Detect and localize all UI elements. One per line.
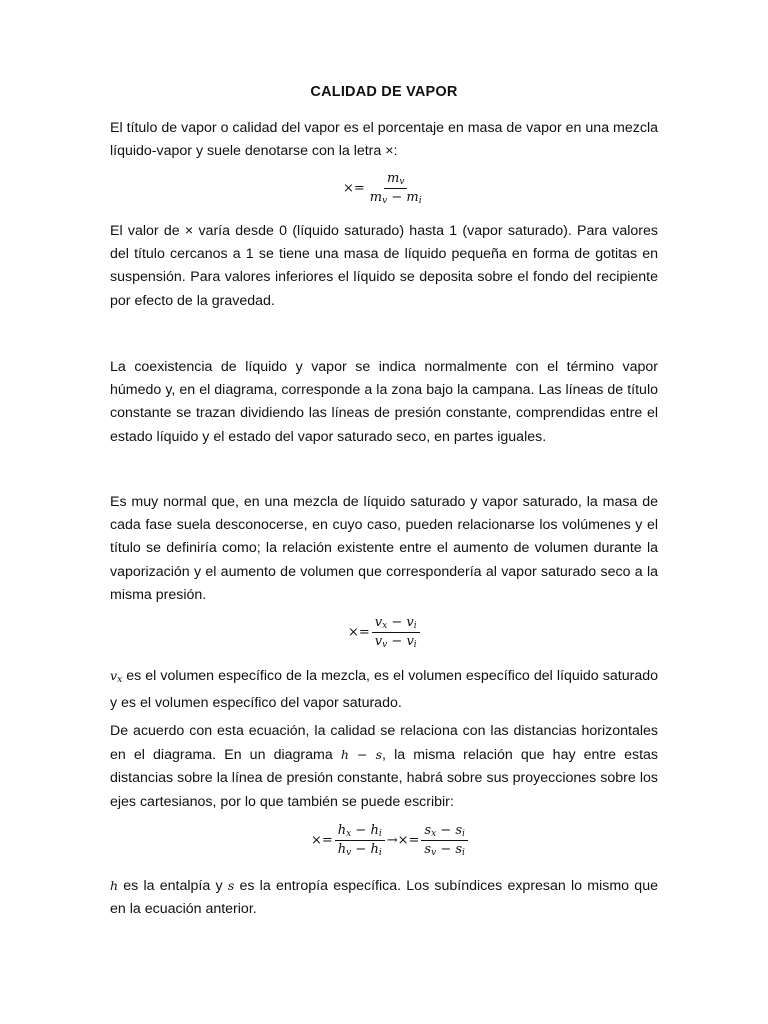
math-expression: h − s <box>340 747 383 763</box>
equation-lhs: ×= <box>343 181 365 196</box>
paragraph-diagram-relation <box>110 720 658 814</box>
fraction-numerator: $h_x - h_i$ <box>335 823 385 841</box>
fraction-numerator: $m_v$ <box>384 171 407 189</box>
equation-mass-quality <box>343 171 427 206</box>
paragraph-text: es la entalpía y <box>118 878 228 894</box>
paragraph-volume-relation: Es muy normal que, en una mezcla de líquido saturado y vapor saturado, la masa de cada fase suela desconocerse, en cuyo caso, pueden relacionarse los volúmenes y el título se definiría como; la relación existente entre el aumento de volumen durante la vaporización y el aumento de volumen que correspondería al vapor saturado seco a la misma presión. <box>110 494 658 603</box>
equation-volume-quality <box>348 615 422 650</box>
arrow-equals: →×= <box>386 833 420 848</box>
fraction-numerator: $s_x - s_i$ <box>421 823 468 841</box>
fraction-denominator: $h_v - h_i$ <box>337 842 382 858</box>
document-title: CALIDAD DE VAPOR <box>310 84 458 100</box>
variable-symbol: v <box>110 668 118 683</box>
math-variable <box>110 668 122 683</box>
paragraph-range: El valor de × varía desde 0 (líquido saturado) hasta 1 (vapor saturado). Para valores del título cercanos a 1 se tiene una masa de líquido pequeña en forma de gotitas en suspensión. Para valores inferiores el líquido se deposita sobre el fondo del recipiente por efecto de la gravedad. <box>110 223 658 309</box>
paragraph-text: es la entropía específica. Los subíndices expresan lo mismo que en la ecuación anterior. <box>110 878 658 918</box>
paragraph-text: es el volumen específico de la mezcla, es el volumen específico del líquido saturado y es el volumen específico del vapor saturado. <box>110 668 658 712</box>
fraction <box>367 171 425 206</box>
paragraph-definition: El título de vapor o calidad del vapor es el porcentaje en masa de vapor en una mezcla líquido-vapor y suele denotarse con la letra ×: <box>110 120 658 160</box>
paragraph-text: De acuerdo con esta ecuación, la calidad se relaciona con las distancias horizontales en el diagrama. En un diagrama <box>110 723 658 764</box>
paragraph-volume-definitions <box>110 664 658 715</box>
paragraph-coexistence: La coexistencia de líquido y vapor se indica normalmente con el término vapor húmedo y, en el diagrama, corresponde a la zona bajo la campana. Las líneas de título constante se trazan dividiendo las líneas de presión constante, comprendidas entre el estado líquido y el estado del vapor saturado seco, en partes iguales. <box>110 359 658 445</box>
variable-subscript: x <box>117 675 123 685</box>
paragraph-symbol-definitions <box>110 874 658 921</box>
equation-lhs: ×= <box>348 625 370 640</box>
paragraph-text: , la misma relación que hay entre estas distancias sobre la línea de presión constante, habrá sobre sus proyecciones sobre los ejes cartesianos, por lo que también se puede escribir: <box>110 747 659 810</box>
fraction-denominator: $s_v - s_i$ <box>424 842 465 858</box>
equation-enthalpy-entropy-quality <box>311 823 470 858</box>
fraction-denominator: $m_v - m_i$ <box>369 190 422 206</box>
math-variable: s <box>227 878 235 893</box>
fraction-enthalpy <box>335 823 385 858</box>
equation-lhs: ×= <box>311 833 333 848</box>
fraction <box>372 615 420 650</box>
math-variable: h <box>110 878 119 893</box>
fraction-denominator: $v_v - v_i$ <box>374 634 417 650</box>
fraction-entropy <box>421 823 468 858</box>
fraction-numerator: $v_x - v_i$ <box>372 615 420 633</box>
